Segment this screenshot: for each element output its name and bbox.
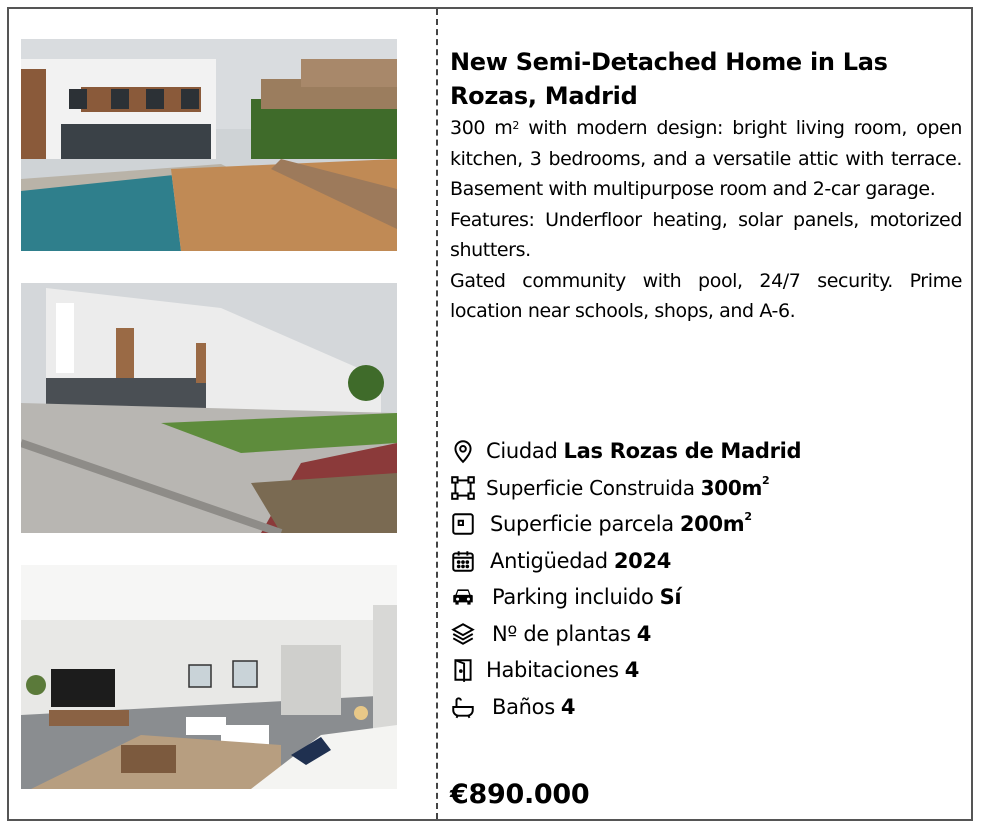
listing-title: New Semi-Detached Home in Las Rozas, Madrid (450, 48, 888, 110)
listing-info (450, 45, 962, 327)
spec-plot-area: Superficie parcela $200m^2$ (450, 506, 970, 543)
area-frame-icon (450, 474, 486, 502)
spec-rooms: Habitaciones 4 (450, 652, 970, 689)
spec-parking: Parking incluido Sí (450, 579, 970, 616)
spec-built-area: Superficie Construida $300m^2$ (450, 470, 970, 507)
column-divider (436, 9, 438, 819)
price-label: €890.000 (450, 779, 590, 810)
location-pin-icon (450, 437, 486, 465)
row-houses-photo (21, 283, 397, 533)
spec-city: Ciudad Las Rozas de Madrid (450, 433, 970, 470)
plot-square-icon (450, 510, 486, 538)
calendar-icon (450, 547, 486, 575)
specs-list (450, 433, 970, 725)
spec-floors: Nº de plantas 4 (450, 616, 970, 653)
spec-age: Antigüedad 2024 (450, 543, 970, 580)
living-room-photo (21, 565, 397, 789)
description-paragraph-3: Gated community with pool, 24/7 security. Prime location near schools, shops, and A-6. (450, 269, 962, 322)
description-paragraph-2: Features: Underfloor heating, solar panels, motorized shutters. (450, 208, 962, 261)
bathtub-icon (450, 693, 486, 721)
car-icon (450, 583, 486, 611)
layers-icon (450, 620, 486, 648)
spec-baths: Baños 4 (450, 689, 970, 726)
exterior-pool-photo (21, 39, 397, 251)
description-paragraph-1: 300 $m^2$ with modern design: bright living room, open kitchen, 3 bedrooms, and a versatile attic with terrace. Basement with multipurpose room and 2-car garage. (450, 117, 962, 200)
door-icon (450, 656, 486, 684)
listing-card (7, 7, 973, 821)
listing-description (450, 113, 962, 327)
